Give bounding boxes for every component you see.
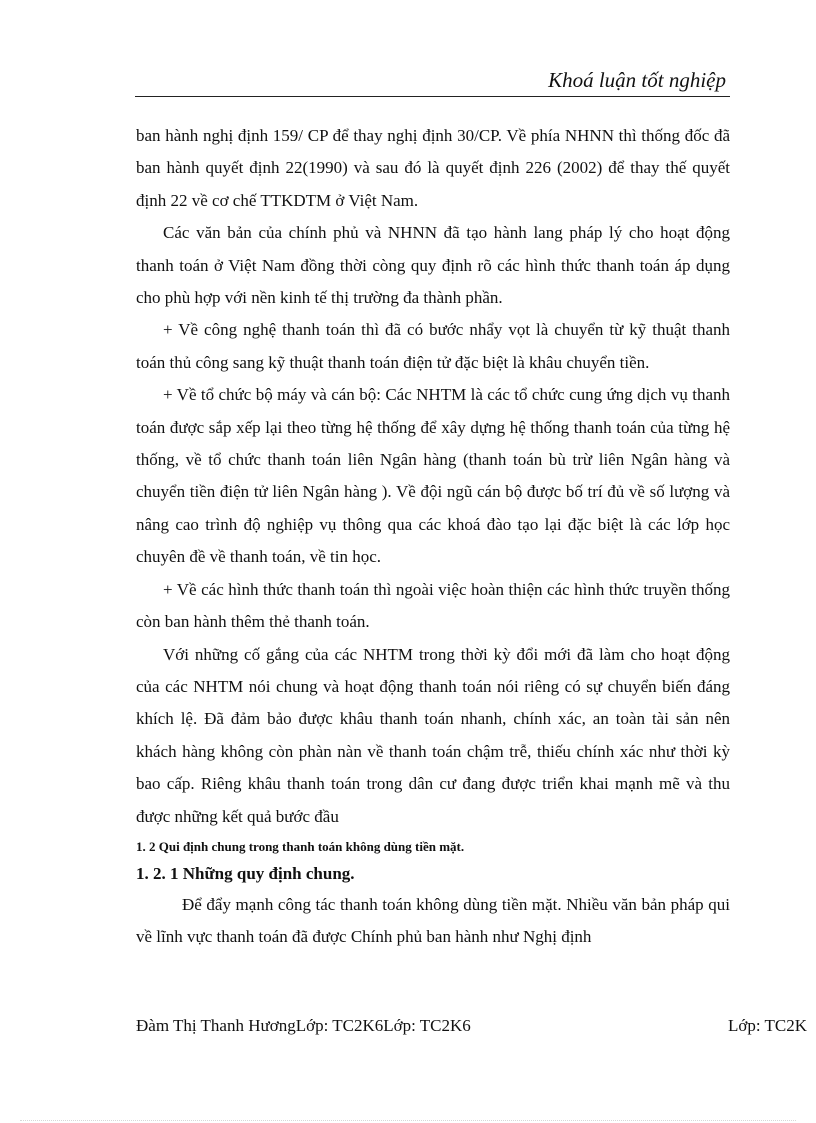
- footer-author-class: Đàm Thị Thanh HươngLớp: TC2K6Lớp: TC2K6: [136, 1016, 471, 1035]
- paragraph-continuation: ban hành nghị định 159/ CP để thay nghị định 30/CP. Về phía NHNN thì thống đốc đã ban hành quyết định 22(1990) và sau đó là quyết định 226 (2002) để thay thế quyết định 22 về cơ chế TTKDTM ở Việt Nam.: [136, 126, 730, 210]
- section-subheading: 1. 2 Qui định chung trong thanh toán không dùng tiền mặt.: [136, 838, 465, 854]
- paragraph-payment-forms: + Về các hình thức thanh toán thì ngoài việc hoàn thiện các hình thức truyền thống còn ban hành thêm thẻ thanh toán.: [136, 579, 730, 632]
- document-body: [136, 120, 730, 954]
- document-title: Khoá luận tốt nghiệp: [548, 68, 726, 92]
- footer-class: Lớp: TC2K: [728, 1016, 808, 1035]
- paragraph-technology: + Về công nghệ thanh toán thì đã có bước nhẩy vọt là chuyển từ kỹ thuật thanh toán thủ công sang kỹ thuật thanh toán điện tử đặc biệt là khâu chuyển tiền.: [136, 320, 730, 372]
- paragraph-legal-framework: Các văn bản của chính phủ và NHNN đã tạo hành lang pháp lý cho hoạt động thanh toán ở Việt Nam đồng thời còng quy định rõ các hình thức thanh toán áp dụng cho phù hợp với nền kinh tế thị trường đa thành phần.: [136, 223, 730, 308]
- page-bottom-divider: [20, 1120, 796, 1121]
- paragraph-organization: + Về tổ chức bộ máy và cán bộ: Các NHTM là các tổ chức cung ứng dịch vụ thanh toán được sắp xếp lại theo từng hệ thống để xây dựng hệ thống thanh toán của từng hệ thống, về tổ chức thanh toán liên Ngân hàng (thanh toán bù trừ liên Ngân hàng và chuyển tiền điện tử liên Ngân hàng ). Về đội ngũ cán bộ được bố trí đủ về số lượng và nâng cao trình độ nghiệp vụ thông qua các khoá đào tạo lại đặc biệt là các lớp học chuyên đề về thanh toán, về tin học.: [136, 385, 730, 567]
- paragraph-results: Với những cố gắng của các NHTM trong thời kỳ đổi mới đã làm cho hoạt động của các NHTM nói chung và hoạt động thanh toán nói riêng có sự chuyển biến đáng khích lệ. Đã đảm bảo được khâu thanh toán nhanh, chính xác, an toàn tài sản nên khách hàng không còn phàn nàn về thanh toán chậm trễ, thiếu chính xác như thời kỳ bao cấp. Riêng khâu thanh toán trong dân cư đang được triển khai mạnh mẽ và thu được những kết quả bước đầu: [136, 644, 730, 826]
- page-header: [135, 66, 730, 97]
- section-heading: 1. 2. 1 Những quy định chung.: [136, 863, 355, 883]
- paragraph-regulations: Để đẩy mạnh công tác thanh toán không dùng tiền mặt. Nhiều văn bản pháp qui về lĩnh vực thanh toán đã được Chính phủ ban hành như Nghị định: [136, 894, 730, 947]
